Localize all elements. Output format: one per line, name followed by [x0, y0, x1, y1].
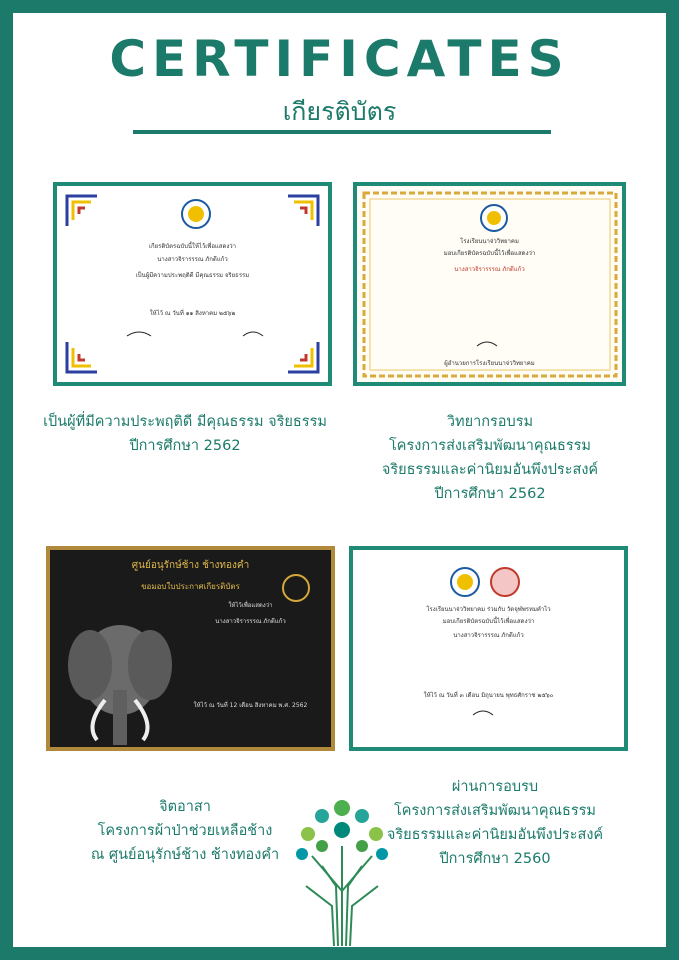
- page-subtitle: เกียรติบัตร: [282, 97, 397, 126]
- cert-school: โรงเรียนนาจ่ววิทยาคม ร่วมกับ วัดจุฬพรหมคำไว: [426, 606, 551, 613]
- caption-4: [360, 775, 630, 871]
- certificate-1[interactable]: [53, 182, 332, 386]
- caption-1: [30, 410, 340, 458]
- cert-date: ให้ไว้ ณ วันที่ ๑๑ สิงหาคม ๒๕๖๒: [149, 310, 236, 317]
- title-divider: [133, 130, 551, 134]
- caption-line: เป็นผู้ที่มีความประพฤติดี มีคุณธรรม จริยธรรม: [43, 414, 327, 430]
- caption-line: จิตอาสา: [159, 799, 211, 815]
- cert-date: ให้ไว้ ณ วันที่ ๓ เดือน มิถุนายน พุทธศักราช ๒๕๖๐: [423, 692, 554, 699]
- cert-text: เป็นผู้มีความประพฤติดี มีคุณธรรม จริยธรรม: [135, 272, 250, 279]
- caption-line: จริยธรรมและค่านิยมอันพึงประสงค์: [386, 827, 604, 843]
- caption-line: โครงการส่งเสริมพัฒนาคุณธรรม: [394, 803, 596, 819]
- caption-line: ปีการศึกษา 2562: [129, 438, 241, 454]
- tech-tree-icon: [292, 796, 392, 946]
- cert-text: มอบเกียรติบัตรฉบับนี้ไว้เพื่อแสดงว่า: [443, 250, 536, 257]
- caption-line: โครงการส่งเสริมพัฒนาคุณธรรม: [389, 438, 591, 454]
- thai-border-ornament: [57, 186, 332, 386]
- cert-date: ให้ไว้ ณ วันที่ 12 เดือน สิงหาคม พ.ศ. 2562: [193, 702, 308, 709]
- caption-line: วิทยากรอบรม: [446, 414, 534, 430]
- certificate-3[interactable]: [46, 546, 335, 751]
- cert-org: ศูนย์อนุรักษ์ช้าง ช้างทองคำ: [131, 560, 250, 571]
- cert-recipient: นางสาวจิรารรรณ ภักดีแก้ว: [215, 618, 286, 625]
- school-logos: [353, 550, 628, 751]
- cert-school: โรงเรียนนาจ่ววิทยาคม: [460, 238, 519, 245]
- cert-recipient: นางสาวจิรารรรณ ภักดีแก้ว: [454, 266, 525, 273]
- cert-signer: ผู้อำนวยการโรงเรียนนาจ่ววิทยาคม: [444, 360, 535, 367]
- caption-line: ปีการศึกษา 2562: [434, 486, 546, 502]
- cert-recipient: นางสาวจิรารรรณ ภักดีแก้ว: [157, 256, 228, 263]
- cert-heading: ขอมอบใบประกาศเกียรติบัตร: [141, 582, 240, 591]
- caption-line: ปีการศึกษา 2560: [439, 851, 551, 867]
- caption-line: ณ ศูนย์อนุรักษ์ช้าง ช้างทองคำ: [90, 847, 280, 863]
- cert-text: มอบเกียรติบัตรฉบับนี้ไว้เพื่อแสดงว่า: [442, 618, 535, 625]
- gold-frame-ornament: [357, 186, 626, 386]
- certificate-4[interactable]: [349, 546, 628, 751]
- certificate-2[interactable]: [353, 182, 626, 386]
- caption-2: [355, 410, 625, 506]
- caption-line: จริยธรรมและค่านิยมอันพึงประสงค์: [381, 462, 599, 478]
- cert-text: เกียรติบัตรฉบับนี้ให้ไว้เพื่อแสดงว่า: [148, 243, 237, 250]
- page-title: CERTIFICATES: [109, 30, 570, 88]
- caption-line: ผ่านการอบรบ: [451, 779, 539, 795]
- caption-line: โครงการผ้าป่าช่วยเหลือช้าง: [97, 823, 273, 839]
- cert-text: ให้ไว้เพื่อแสดงว่า: [228, 602, 273, 609]
- caption-3: [55, 795, 315, 867]
- cert-recipient: นางสาวจิรารรรณ ภักดีแก้ว: [453, 632, 524, 639]
